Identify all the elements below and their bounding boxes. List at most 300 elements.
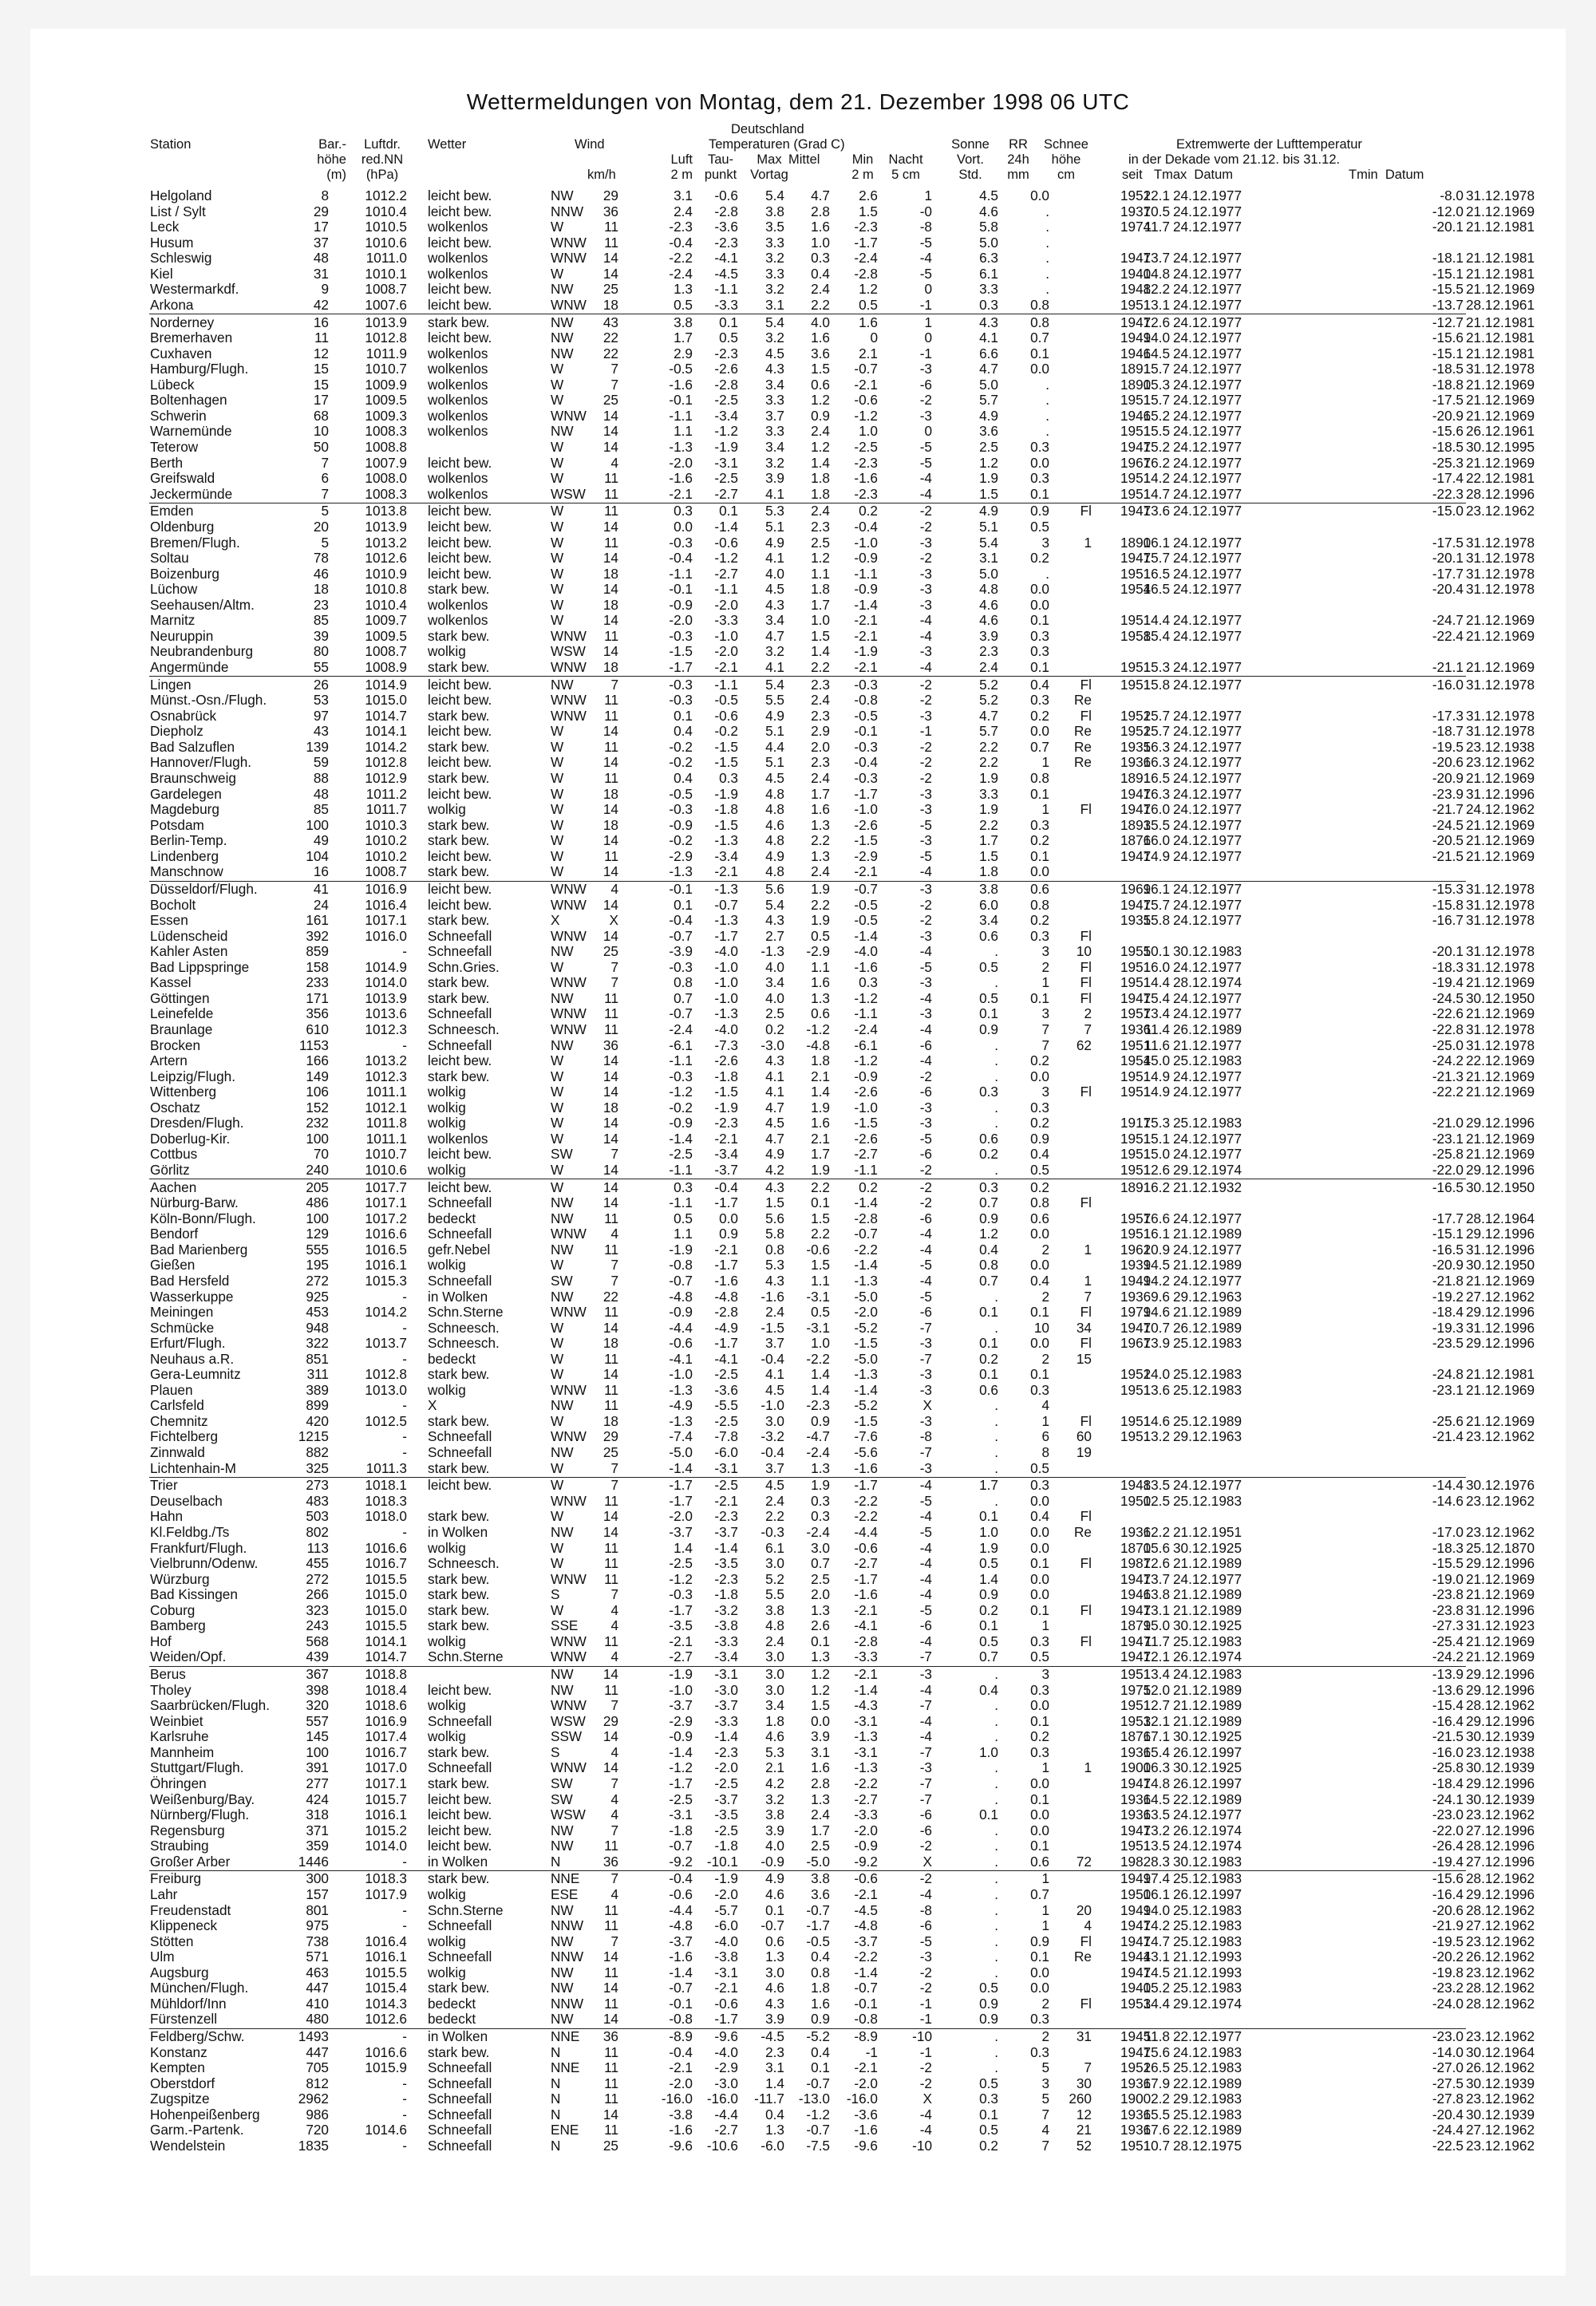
- nacht-5cm-value: -3: [919, 881, 932, 897]
- luftdruck-value: 1010.3: [365, 816, 407, 833]
- station-name: Gera-Leumnitz: [150, 1366, 241, 1383]
- station-name: Bremen/Flugh.: [150, 534, 240, 551]
- tmin-date-value: 28.12.1962: [1466, 1901, 1535, 1918]
- rr-24h-value: 0.3: [1030, 1099, 1049, 1115]
- nacht-5cm-value: X: [922, 1397, 932, 1414]
- rr-24h-value: 1: [1041, 1617, 1049, 1634]
- seit-value: 1876: [1120, 832, 1152, 849]
- nacht-5cm-value: -4: [919, 1477, 932, 1494]
- schneehoehe-value: 30: [1076, 2075, 1092, 2091]
- seit-value: 1936: [1120, 2122, 1152, 2138]
- max-vortag-value: 3.0: [765, 1412, 784, 1429]
- seit-value: 1900: [1120, 1759, 1152, 1776]
- luftdruck-value: 1011.7: [365, 801, 407, 818]
- luftdruck-value: 1015.3: [365, 1272, 407, 1289]
- wetter-value: wolkenlos: [428, 219, 488, 235]
- tmin-date-value: 21.12.1981: [1466, 219, 1535, 235]
- wetter-value: Schneefall: [428, 1272, 492, 1289]
- seit-value: 1890: [1120, 376, 1152, 393]
- bar-hoehe-value: 16: [313, 314, 329, 330]
- tmax-date-value: 26.12.1997: [1173, 1775, 1242, 1791]
- tmin-date-value: 30.12.1939: [1466, 1728, 1535, 1745]
- tmin-date-value: 31.12.1996: [1466, 785, 1535, 802]
- tmin-date-value: 31.12.1978: [1466, 958, 1535, 975]
- schneehoehe-value: Fl: [1080, 927, 1092, 944]
- tmin-date-value: 31.12.1978: [1466, 565, 1535, 582]
- rr-24h-value: .: [1045, 407, 1049, 424]
- table-row: [0, 1336, 1596, 1352]
- luft-2m-value: -0.1: [669, 392, 693, 409]
- max-vortag-value: -1.0: [760, 1397, 784, 1414]
- luft-2m-value: -4.4: [669, 1319, 693, 1336]
- min-2m-value: -6.1: [854, 1037, 878, 1053]
- max-vortag-value: 0.2: [765, 1021, 784, 1037]
- seit-value: 1951: [1120, 485, 1152, 502]
- rr-24h-value: .: [1045, 250, 1049, 267]
- rr-24h-value: 0.0: [1030, 1492, 1049, 1509]
- taupunkt-value: -1.7: [714, 1335, 738, 1352]
- sonne-value: 0.3: [979, 1084, 998, 1100]
- luftdruck-value: 1018.3: [365, 1870, 407, 1887]
- rr-24h-value: 1: [1041, 1901, 1049, 1918]
- sonne-value: 0.5: [979, 989, 998, 1006]
- sonne-value: .: [994, 1949, 998, 1965]
- table-row: [0, 1934, 1596, 1950]
- tmax-value: 15.3: [1143, 658, 1170, 675]
- nacht-5cm-value: -4: [919, 1052, 932, 1069]
- min-2m-value: -2.1: [854, 863, 878, 880]
- taupunkt-value: -3.4: [714, 407, 738, 424]
- taupunkt-value: -1.8: [714, 1586, 738, 1603]
- mittel-vortag-value: 1.9: [811, 881, 830, 897]
- taupunkt-value: -3.0: [714, 2075, 738, 2091]
- bar-hoehe-value: 720: [306, 2122, 329, 2138]
- mittel-vortag-value: 1.9: [811, 1161, 830, 1178]
- mittel-vortag-value: 1.3: [811, 989, 830, 1006]
- table-row: [0, 1321, 1596, 1337]
- tmax-value: 13.1: [1143, 296, 1170, 313]
- mittel-vortag-value: 1.0: [811, 612, 830, 629]
- tmin-value: -21.4: [1432, 1428, 1464, 1445]
- wetter-value: leicht bew.: [428, 847, 492, 864]
- tmax-value: 14.5: [1143, 345, 1170, 361]
- seit-value: 1936: [1120, 1743, 1152, 1760]
- schneehoehe-value: 10: [1076, 943, 1092, 960]
- luft-2m-value: -0.3: [669, 1586, 693, 1603]
- tmax-value: 12.2: [1143, 1523, 1170, 1540]
- seit-value: 1952: [1120, 2059, 1152, 2076]
- bar-hoehe-value: 232: [306, 1115, 329, 1131]
- tmax-value: 9.6: [1151, 1288, 1170, 1305]
- tmin-date-value: 22.12.1969: [1466, 1052, 1535, 1069]
- station-name: Mühldorf/Inn: [150, 1995, 227, 2012]
- station-name: Manschnow: [150, 863, 223, 880]
- station-name: Leipzig/Flugh.: [150, 1068, 236, 1084]
- mittel-vortag-value: 0.5: [811, 927, 830, 944]
- bar-hoehe-value: 311: [306, 1366, 329, 1383]
- bar-hoehe-value: 555: [306, 1241, 329, 1258]
- tmin-value: -17.7: [1432, 565, 1464, 582]
- luft-2m-value: -1.1: [669, 1194, 693, 1211]
- luftdruck-value: 1014.9: [365, 958, 407, 975]
- wind-direction-value: W: [551, 550, 564, 567]
- wind-direction-value: W: [551, 785, 564, 802]
- station-name: Gardelegen: [150, 785, 222, 802]
- sonne-value: .: [994, 1697, 998, 1714]
- schneehoehe-value: 4: [1084, 1917, 1092, 1934]
- tmin-value: -25.8: [1432, 1146, 1464, 1163]
- sonne-value: 0.5: [979, 1633, 998, 1649]
- nacht-5cm-value: -2: [919, 1179, 932, 1195]
- tmax-date-value: 21.12.1989: [1173, 1586, 1242, 1603]
- min-2m-value: -2.1: [854, 1886, 878, 1902]
- min-2m-value: 2.1: [859, 345, 878, 361]
- mittel-vortag-value: 2.3: [811, 676, 830, 693]
- schneehoehe-value: 7: [1084, 2059, 1092, 2076]
- bar-hoehe-value: 6: [321, 470, 329, 487]
- tmax-value: 14.5: [1143, 1791, 1170, 1807]
- tmax-value: 13.5: [1143, 1838, 1170, 1854]
- tmin-date-value: 29.12.1996: [1466, 1161, 1535, 1178]
- table-row: [0, 1729, 1596, 1745]
- wetter-value: in Wolken: [428, 1853, 488, 1870]
- tmin-value: -16.7: [1432, 912, 1464, 929]
- seit-value: 1891: [1120, 1179, 1152, 1195]
- taupunkt-value: -1.7: [714, 927, 738, 944]
- sonne-value: .: [994, 1115, 998, 1131]
- mittel-vortag-value: 0.3: [811, 1492, 830, 1509]
- mittel-vortag-value: 0.7: [811, 1555, 830, 1572]
- wetter-value: leicht bew.: [428, 454, 492, 471]
- luftdruck-value: 1012.1: [365, 1099, 407, 1115]
- wind-speed-value: 4: [610, 1806, 618, 1823]
- max-vortag-value: 4.8: [765, 801, 784, 818]
- rr-24h-value: 0.7: [1030, 330, 1049, 346]
- nacht-5cm-value: -3: [919, 407, 932, 424]
- seit-value: 1951: [1120, 1838, 1152, 1854]
- rr-24h-value: 0.3: [1030, 1681, 1049, 1698]
- bar-hoehe-value: 41: [313, 881, 329, 897]
- taupunkt-value: -3.4: [714, 847, 738, 864]
- mittel-vortag-value: 1.5: [811, 361, 830, 377]
- mittel-vortag-value: 2.6: [811, 1617, 830, 1634]
- luft-2m-value: 0.0: [674, 518, 693, 535]
- taupunkt-value: -3.4: [714, 1649, 738, 1665]
- tmin-date-value: 31.12.1978: [1466, 581, 1535, 598]
- tmin-value: -22.8: [1432, 1021, 1464, 1037]
- nacht-5cm-value: -4: [919, 1681, 932, 1698]
- min-2m-value: -2.6: [854, 816, 878, 833]
- sonne-value: 4.7: [979, 361, 998, 377]
- max-vortag-value: 4.3: [765, 1179, 784, 1195]
- wind-direction-value: NNE: [551, 2028, 580, 2045]
- max-vortag-value: -0.9: [760, 1853, 784, 1870]
- tmin-date-value: 23.12.1962: [1466, 2091, 1535, 2107]
- tmax-value: 14.4: [1143, 974, 1170, 991]
- min-2m-value: -2.1: [854, 1601, 878, 1618]
- tmax-value: 12.0: [1143, 1681, 1170, 1698]
- luftdruck-value: 1012.8: [365, 330, 407, 346]
- station-name: List / Sylt: [150, 203, 206, 219]
- taupunkt-value: -1.8: [714, 801, 738, 818]
- rr-24h-value: 0.3: [1030, 692, 1049, 709]
- station-name: Oschatz: [150, 1099, 201, 1115]
- station-name: Schwerin: [150, 407, 207, 424]
- wind-speed-value: 36: [602, 2028, 618, 2045]
- bar-hoehe-value: 899: [306, 1397, 329, 1414]
- nacht-5cm-value: 0: [924, 281, 932, 298]
- sonne-value: 1.0: [979, 1523, 998, 1540]
- wind-speed-value: 14: [602, 1728, 618, 1745]
- bar-hoehe-value: 277: [306, 1775, 329, 1791]
- luft-2m-value: -4.8: [669, 1917, 693, 1934]
- wind-direction-value: WNW: [551, 1381, 587, 1398]
- sonne-value: 2.4: [979, 658, 998, 675]
- min-2m-value: -1.6: [854, 1586, 878, 1603]
- luftdruck-value: 1016.1: [365, 1257, 407, 1273]
- tmin-date-value: 23.12.1962: [1466, 1806, 1535, 1823]
- tmin-date-value: 31.12.1923: [1466, 1617, 1535, 1634]
- station-name: Cuxhaven: [150, 345, 212, 361]
- min-2m-value: -2.2: [854, 1492, 878, 1509]
- wind-speed-value: 11: [604, 485, 618, 502]
- station-name: Göttingen: [150, 989, 210, 1006]
- taupunkt-value: -4.9: [714, 1319, 738, 1336]
- mittel-vortag-value: 1.1: [811, 958, 830, 975]
- seit-value: 1947: [1120, 1319, 1152, 1336]
- wind-speed-value: 11: [604, 1995, 618, 2012]
- tmax-value: 12.6: [1143, 314, 1170, 330]
- wind-direction-value: NW: [551, 1666, 574, 1683]
- luft-2m-value: -1.3: [669, 863, 693, 880]
- sonne-value: 1.0: [979, 1743, 998, 1760]
- rr-24h-value: 1: [1041, 801, 1049, 818]
- seit-value: 1950: [1120, 1886, 1152, 1902]
- rr-24h-value: .: [1045, 565, 1049, 582]
- table-row: [0, 1398, 1596, 1414]
- wetter-value: leicht bew.: [428, 881, 492, 897]
- wetter-value: stark bew.: [428, 1570, 490, 1587]
- nacht-5cm-value: -2: [919, 1068, 932, 1084]
- luftdruck-value: -: [402, 943, 407, 960]
- wind-direction-value: W: [551, 1161, 564, 1178]
- station-name: Husum: [150, 234, 194, 251]
- mittel-vortag-value: 1.7: [811, 1146, 830, 1163]
- table-row: [0, 1541, 1596, 1557]
- taupunkt-value: -4.4: [714, 2106, 738, 2122]
- seit-value: 1949: [1120, 1272, 1152, 1289]
- seit-value: 1891: [1120, 361, 1152, 377]
- tmin-value: -17.7: [1432, 1210, 1464, 1226]
- wind-speed-value: 29: [602, 188, 618, 203]
- tmax-date-value: 24.12.1977: [1173, 550, 1242, 567]
- seit-value: 1948: [1120, 281, 1152, 298]
- wind-speed-value: 36: [602, 203, 618, 219]
- tmin-date-value: 30.12.1950: [1466, 1257, 1535, 1273]
- table-row: [0, 1429, 1596, 1445]
- luft-2m-value: -1.1: [669, 407, 693, 424]
- nacht-5cm-value: -2: [919, 1838, 932, 1854]
- luftdruck-value: -: [402, 1319, 407, 1336]
- tmax-date-value: 24.12.1977: [1173, 423, 1242, 440]
- min-2m-value: -0.5: [854, 912, 878, 929]
- bar-hoehe-value: 371: [306, 1822, 329, 1838]
- nacht-5cm-value: -3: [919, 1099, 932, 1115]
- rr-24h-value: 0.5: [1030, 518, 1049, 535]
- min-2m-value: -0.4: [854, 754, 878, 771]
- tmax-date-value: 29.12.1974: [1173, 1161, 1242, 1178]
- tmax-date-value: 24.12.1977: [1173, 1241, 1242, 1258]
- wind-speed-value: 14: [602, 1523, 618, 1540]
- tmax-value: 2.2: [1151, 2091, 1170, 2107]
- mittel-vortag-value: 0.5: [811, 1304, 830, 1321]
- station-name: Fürstenzell: [150, 2011, 218, 2028]
- rr-24h-value: 0.0: [1030, 1257, 1049, 1273]
- sonne-value: 4.8: [979, 581, 998, 598]
- nacht-5cm-value: -7: [919, 1697, 932, 1714]
- table-row: [0, 2091, 1596, 2107]
- wind-direction-value: W: [551, 1350, 564, 1367]
- min-2m-value: 0.5: [859, 296, 878, 313]
- max-vortag-value: 3.9: [765, 2011, 784, 2028]
- seit-value: 1947: [1120, 550, 1152, 567]
- min-2m-value: -2.1: [854, 1666, 878, 1683]
- tmin-date-value: 26.12.1961: [1466, 423, 1535, 440]
- min-2m-value: -2.1: [854, 627, 878, 644]
- schneehoehe-value: Fl: [1080, 801, 1092, 818]
- min-2m-value: -0.8: [854, 2011, 878, 2028]
- station-name: Jeckermünde: [150, 485, 233, 502]
- luftdruck-value: 1016.7: [365, 1743, 407, 1760]
- max-vortag-value: 3.4: [765, 974, 784, 991]
- station-name: Freudenstadt: [150, 1901, 231, 1918]
- nacht-5cm-value: -4: [919, 612, 932, 629]
- bar-hoehe-value: 410: [306, 1995, 329, 2012]
- wind-direction-value: N: [551, 2138, 561, 2154]
- nacht-5cm-value: -3: [919, 1666, 932, 1683]
- rr-24h-value: 2: [1041, 1288, 1049, 1305]
- wind-direction-value: WNW: [551, 1492, 587, 1509]
- rr-24h-value: .: [1045, 203, 1049, 219]
- mittel-vortag-value: 2.9: [811, 723, 830, 740]
- max-vortag-value: 3.8: [765, 1601, 784, 1618]
- wetter-value: leicht bew.: [428, 1806, 492, 1823]
- tmin-date-value: 21.12.1969: [1466, 1005, 1535, 1022]
- min-2m-value: -1.0: [854, 1099, 878, 1115]
- tmax-date-value: 24.12.1977: [1173, 454, 1242, 471]
- tmin-value: -15.1: [1432, 345, 1464, 361]
- table-row: [0, 1226, 1596, 1242]
- tmin-date-value: 21.12.1981: [1466, 250, 1535, 267]
- rr-24h-value: 0.0: [1030, 1586, 1049, 1603]
- wind-direction-value: W: [551, 801, 564, 818]
- seit-value: 1947: [1120, 1775, 1152, 1791]
- station-name: Hof: [150, 1633, 172, 1649]
- max-vortag-value: -3.2: [760, 1428, 784, 1445]
- max-vortag-value: 4.3: [765, 1995, 784, 2012]
- bar-hoehe-value: 100: [306, 1743, 329, 1760]
- luftdruck-value: 1014.7: [365, 1649, 407, 1665]
- bar-hoehe-value: 15: [313, 376, 329, 393]
- taupunkt-value: -2.0: [714, 596, 738, 613]
- tmin-date-value: 30.12.1939: [1466, 1759, 1535, 1776]
- tmin-value: -16.0: [1432, 1743, 1464, 1760]
- wetter-value: leicht bew.: [428, 1681, 492, 1698]
- sonne-value: 2.2: [979, 816, 998, 833]
- mittel-vortag-value: 1.3: [811, 847, 830, 864]
- taupunkt-value: -3.1: [714, 1459, 738, 1476]
- tmin-date-value: 21.12.1969: [1466, 658, 1535, 675]
- luftdruck-value: 1014.7: [365, 707, 407, 724]
- luft-2m-value: -2.5: [669, 1146, 693, 1163]
- bar-hoehe-value: 986: [306, 2106, 329, 2122]
- bar-hoehe-value: 483: [306, 1492, 329, 1509]
- wind-direction-value: SW: [551, 1775, 573, 1791]
- wind-direction-value: WNW: [551, 407, 587, 424]
- wind-direction-value: NW: [551, 1194, 574, 1211]
- tmin-value: -23.8: [1432, 1586, 1464, 1603]
- rr-24h-value: 3: [1041, 943, 1049, 960]
- rr-24h-value: 0.8: [1030, 1194, 1049, 1211]
- max-vortag-value: 4.6: [765, 816, 784, 833]
- wetter-value: stark bew.: [428, 627, 490, 644]
- tmin-value: -19.4: [1432, 974, 1464, 991]
- max-vortag-value: 2.7: [765, 927, 784, 944]
- tmin-date-value: 31.12.1978: [1466, 188, 1535, 203]
- rr-24h-value: 2: [1041, 1350, 1049, 1367]
- sonne-value: .: [994, 1853, 998, 1870]
- wind-speed-value: 11: [604, 470, 618, 487]
- rr-24h-value: 0.3: [1030, 1381, 1049, 1398]
- max-vortag-value: 4.6: [765, 1980, 784, 1996]
- min-2m-value: -2.1: [854, 612, 878, 629]
- nacht-5cm-value: -1: [919, 345, 932, 361]
- schneehoehe-value: 1: [1084, 534, 1092, 551]
- tmin-date-value: 27.12.1996: [1466, 1822, 1535, 1838]
- nacht-5cm-value: -2: [919, 1870, 932, 1887]
- tmax-value: 16.2: [1143, 1179, 1170, 1195]
- tmax-date-value: 26.12.1989: [1173, 1021, 1242, 1037]
- mittel-vortag-value: 3.0: [811, 1539, 830, 1556]
- taupunkt-value: -1.3: [714, 881, 738, 897]
- min-2m-value: 0.2: [859, 503, 878, 519]
- tmin-value: -19.2: [1432, 1288, 1464, 1305]
- min-2m-value: -0.9: [854, 550, 878, 567]
- luft-2m-value: -2.2: [669, 250, 693, 267]
- schneehoehe-value: 72: [1076, 1853, 1092, 1870]
- max-vortag-value: 5.5: [765, 692, 784, 709]
- sonne-value: 0.8: [979, 1257, 998, 1273]
- wind-direction-value: NW: [551, 676, 574, 693]
- wind-direction-value: NW: [551, 1822, 574, 1838]
- nacht-5cm-value: -5: [919, 265, 932, 282]
- group-separator: [149, 1477, 1466, 1478]
- table-row: [0, 1273, 1596, 1289]
- schneehoehe-value: Fl: [1080, 1601, 1092, 1618]
- luft-2m-value: -0.4: [669, 912, 693, 929]
- table-row: [0, 1776, 1596, 1792]
- tmin-value: -22.0: [1432, 1161, 1464, 1178]
- sonne-value: 4.3: [979, 314, 998, 330]
- table-row: [0, 991, 1596, 1007]
- wind-speed-value: 14: [602, 1052, 618, 1069]
- mittel-vortag-value: 1.7: [811, 1822, 830, 1838]
- sonne-value: 3.9: [979, 627, 998, 644]
- rr-24h-value: 7: [1041, 2138, 1049, 2154]
- taupunkt-value: -2.1: [714, 1980, 738, 1996]
- rr-24h-value: 1: [1041, 754, 1049, 771]
- min-2m-value: -2.3: [854, 454, 878, 471]
